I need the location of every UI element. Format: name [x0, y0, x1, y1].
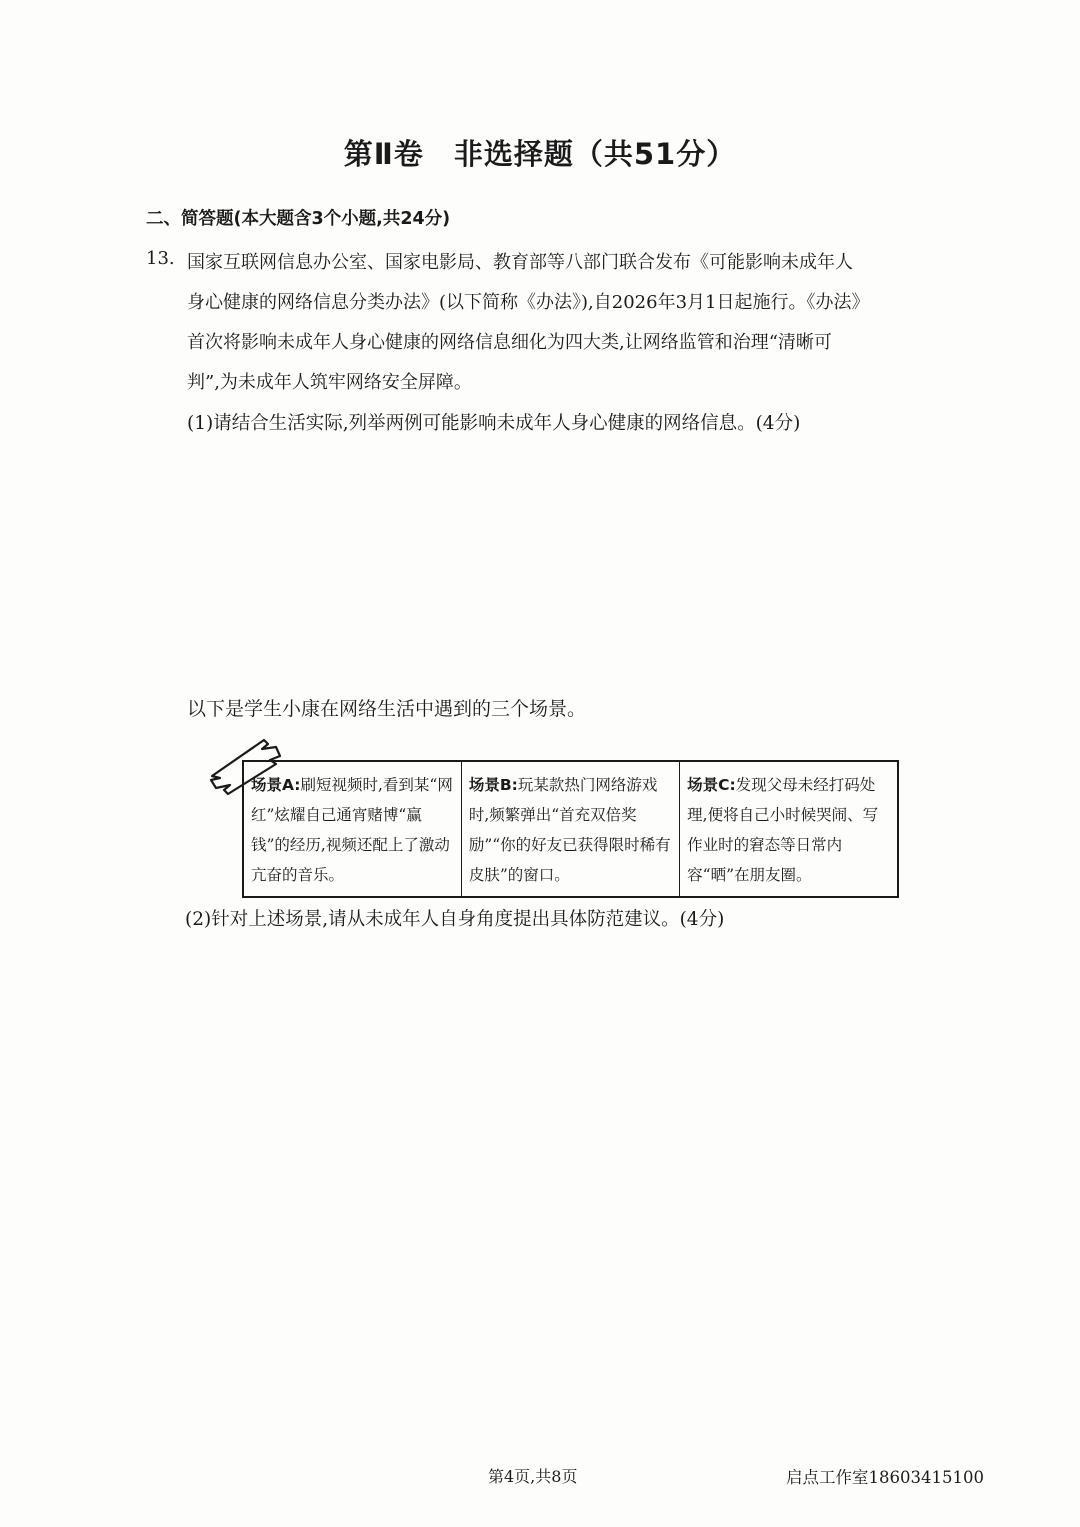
- question-stem-line-4: 判”,为未成年人筑牢网络安全屏障。: [187, 372, 472, 393]
- scenes-table: [242, 760, 899, 898]
- question-stem-line-1: 国家互联网信息办公室、国家电影局、教育部等八部门联合发布《可能影响未成年人: [187, 252, 853, 273]
- question-stem-line-2: 身心健康的网络信息分类办法》(以下简称《办法》),自2026年3月1日起施行。《办法》: [187, 292, 870, 313]
- studio-credit: 启点工作室18603415100: [786, 1468, 984, 1487]
- scene-a-cell: [243, 761, 461, 897]
- scene-c-label: 场景C:: [687, 776, 736, 794]
- sub-question-1: (1)请结合生活实际,列举两例可能影响未成年人身心健康的网络信息。(4分): [187, 413, 801, 434]
- question-stem-line-3: 首次将影响未成年人身心健康的网络信息细化为四大类,让网络监管和治理“清晰可: [187, 332, 832, 353]
- page-title: 第Ⅱ卷 非选择题（共51分）: [343, 137, 737, 171]
- page-number: 第4页,共8页: [488, 1467, 578, 1486]
- scene-a-label: 场景A:: [251, 776, 301, 794]
- section-heading: 二、简答题(本大题含3个小题,共24分): [146, 209, 451, 229]
- scene-c-text: 发现父母未经打码处理,便将自己小时候哭闹、写作业时的窘态等日常内容“晒”在朋友圈。: [687, 776, 879, 884]
- table-row: [243, 761, 898, 897]
- scenes-intro: 以下是学生小康在网络生活中遇到的三个场景。: [187, 698, 587, 720]
- scene-a-text: 刷短视频时,看到某“网红”炫耀自己通宵赌博“赢钱”的经历,视频还配上了激动亢奋的音乐。: [251, 776, 453, 884]
- sub-question-2: (2)针对上述场景,请从未成年人自身角度提出具体防范建议。(4分): [185, 909, 725, 930]
- scene-c-cell: [680, 761, 898, 897]
- scene-b-text: 玩某款热门网络游戏时,频繁弹出“首充双倍奖励”“你的好友已获得限时稀有皮肤”的窗口。: [468, 776, 671, 884]
- question-number: 13.: [146, 248, 175, 269]
- scene-b-label: 场景B:: [468, 776, 518, 794]
- scene-b-cell: [461, 761, 679, 897]
